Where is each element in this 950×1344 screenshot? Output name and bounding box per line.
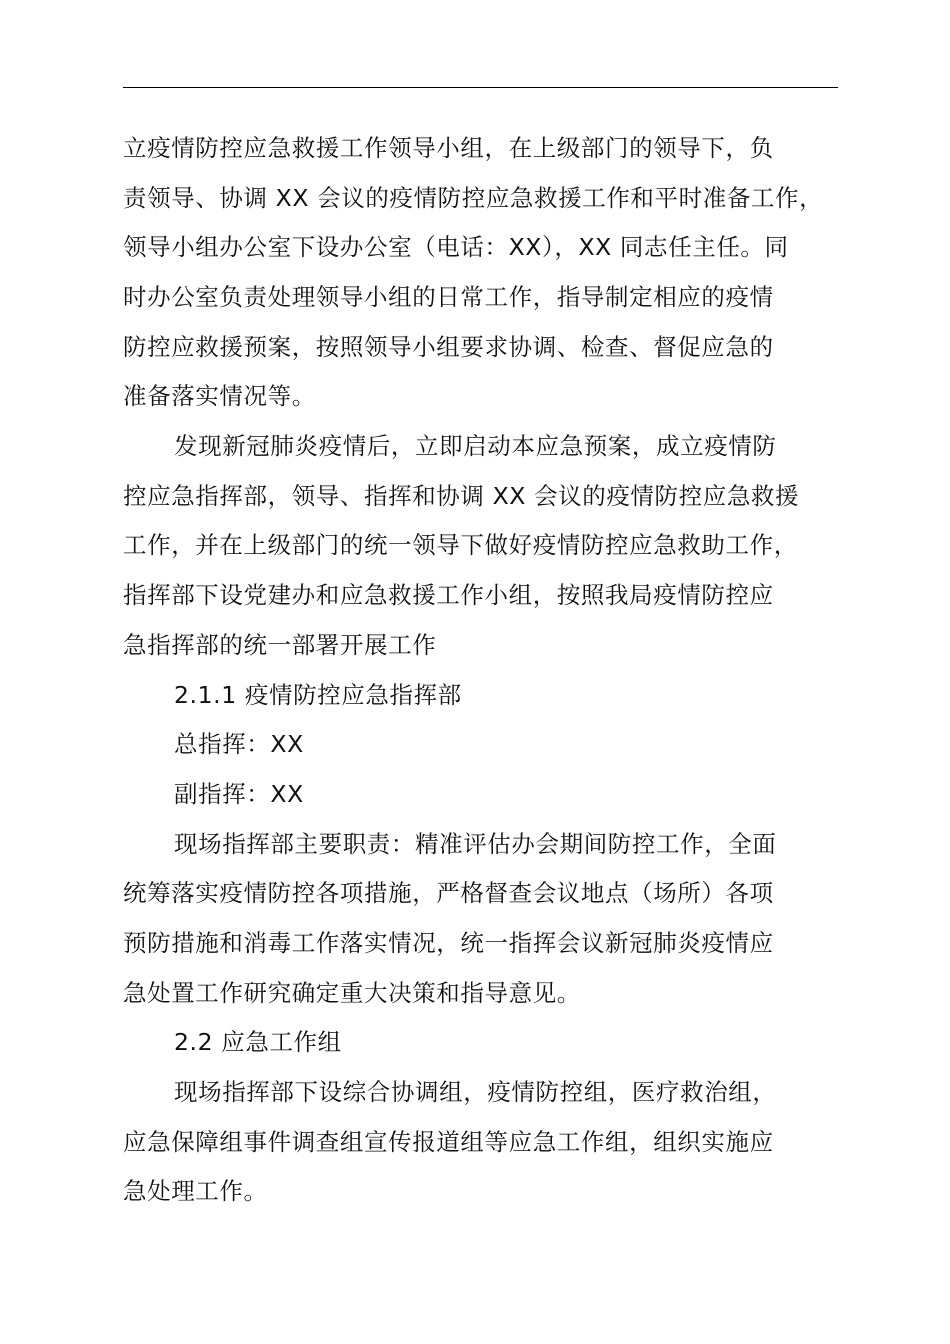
body-line: 防控应救援预案，按照领导小组要求协调、检查、督促应急的 [123,333,774,361]
section-heading: 2.2 应急工作组 [174,1028,342,1056]
body-line: 应急保障组事件调查组宣传报道组等应急工作组，组织实施应 [123,1128,774,1156]
body-line: 领导小组办公室下设办公室（电话：XX），XX 同志任主任。同 [123,233,789,261]
body-line: 副指挥：XX [174,780,304,808]
body-line: 工作，并在上级部门的统一领导下做好疫情防控应急救助工作， [123,531,798,559]
body-line: 总指挥：XX [174,730,304,758]
body-line: 时办公室负责处理领导小组的日常工作，指导制定相应的疫情 [123,283,774,311]
body-line: 立疫情防控应急救援工作领导小组，在上级部门的领导下，负 [123,134,774,162]
body-line: 急处理工作。 [123,1177,268,1205]
body-line: 准备落实情况等。 [123,382,316,410]
body-line: 现场指挥部主要职责：精准评估办会期间防控工作，全面 [174,830,777,858]
body-line: 控应急指挥部，领导、指挥和协调 XX 会议的疫情防控应急救援 [123,482,800,510]
body-line: 指挥部下设党建办和应急救援工作小组，按照我局疫情防控应 [123,581,774,609]
body-line: 预防措施和消毒工作落实情况，统一指挥会议新冠肺炎疫情应 [123,929,774,957]
body-line: 现场指挥部下设综合协调组，疫情防控组，医疗救治组， [174,1078,777,1106]
body-line: 统筹落实疫情防控各项措施，严格督查会议地点（场所）各项 [123,879,774,907]
section-heading: 2.1.1 疫情防控应急指挥部 [174,681,462,709]
body-line: 急指挥部的统一部署开展工作 [123,631,437,659]
body-line: 急处置工作研究确定重大决策和指导意见。 [123,979,581,1007]
body-line: 发现新冠肺炎疫情后，立即启动本应急预案，成立疫情防 [174,432,777,460]
body-line: 责领导、协调 XX 会议的疫情防控应急救援工作和平时准备工作， [123,184,824,212]
header-rule [123,87,838,88]
